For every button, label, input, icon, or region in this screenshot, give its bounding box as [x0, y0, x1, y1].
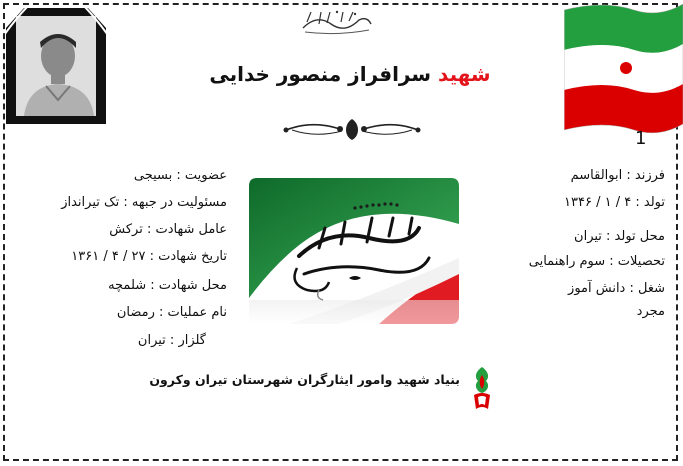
title-name: سرافراز منصور خدایی: [209, 62, 432, 86]
cause-of-martyrdom-field: عامل شهادت : ترکش: [109, 222, 227, 237]
father-name-field: فرزند : ابوالقاسم: [570, 168, 665, 183]
decorative-ornament: [282, 116, 422, 142]
basij-calligraphy-banner: [249, 178, 459, 324]
organization-name: بنیاد شهید وامور ایثارگران شهرستان تیران وکرون: [149, 372, 460, 387]
membership-field: عضویت : بسیجی: [133, 168, 227, 183]
occupation-field: شغل : دانش آموز: [568, 281, 665, 296]
birth-date-field: تولد : ۴ / ۱ / ۱۳۴۶: [564, 195, 665, 210]
martyrdom-place-field: محل شهادت : شلمچه: [108, 278, 227, 293]
iran-flag: [564, 0, 683, 150]
martyrdom-date-field: تاریخ شهادت : ۲۷ / ۴ / ۱۳۶۱: [71, 249, 227, 264]
page-title: [200, 62, 500, 86]
page-number: 1: [635, 128, 647, 149]
burial-place-field: گلزار : تیران: [137, 333, 206, 348]
martyr-foundation-logo: [468, 365, 496, 411]
education-field: تحصیلات : سوم راهنمایی: [528, 254, 665, 269]
martyr-portrait-photo: [6, 8, 106, 124]
front-role-field: مسئولیت در جبهه : تک تیرانداز: [61, 195, 227, 210]
bismillah-calligraphy: [297, 6, 375, 36]
marital-status-field: مجرد: [636, 304, 665, 319]
birth-place-field: محل تولد : تیران: [574, 229, 665, 244]
title-prefix: شهید: [438, 62, 491, 86]
operation-name-field: نام عملیات : رمضان: [116, 305, 227, 320]
